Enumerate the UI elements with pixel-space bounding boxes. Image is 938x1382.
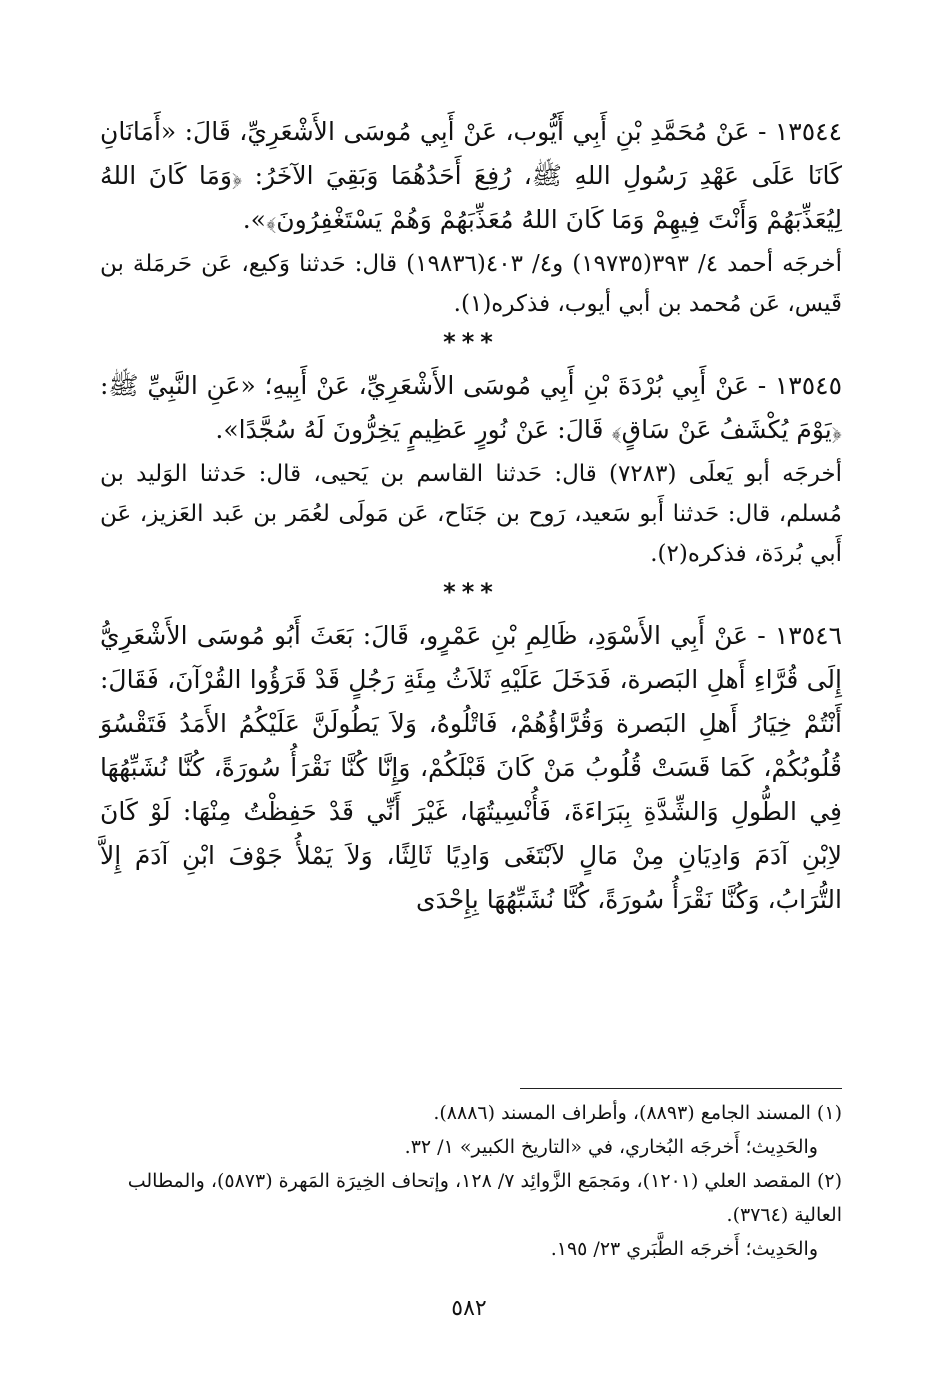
section-separator: *** xyxy=(443,328,499,356)
footnote-2: (٢) المقصد العلي (١٢٠١)، ومَجمَع الزَّوائِد ٧/ ١٢٨، وإتحاف الخِيرَة المَهرة (٥٨٧٣)، والمطالب العالية (٣٧٦٤). xyxy=(127,1170,842,1226)
section-separator: *** xyxy=(443,578,499,606)
page-number: ٥٨٢ xyxy=(451,1296,487,1321)
takhrij-text: أخرجَه أحمد ٤/ ٣٩٣(١٩٧٣٥) و٤/ ٤٠٣(١٩٨٣٦) قال: حَدثنا وَكيع، عَن حَرمَلة بن قَيس، عَن مُحمد بن أبي أيوب، فذكره(١). xyxy=(100,251,842,317)
takhrij-text: أخرجَه أبو يَعلَى (٧٢٨٣) قال: حَدثنا القاسم بن يَحيى، قال: حَدثنا الوَليد بن مُسلم، قال: حَدثنا أَبو سَعيد، رَوح بن جَنَاح، عَن مَولَى لعُمَر بن عَبد العَزيز، عَن أَبي بُردَة، فذكره(٢). xyxy=(100,461,843,567)
footnote-1-continuation: والحَدِيث؛ أَخرجَه البُخاري، في «التاريخ الكبير» ١/ ٣٢. xyxy=(404,1136,818,1158)
footnote-2-continuation: والحَدِيث؛ أَخرجَه الطَّبَري ٢٣/ ١٩٥. xyxy=(550,1238,818,1260)
footnote-divider xyxy=(520,1088,842,1089)
footnote-1: (١) المسند الجامع (٨٨٩٣)، وأطراف المسند (٨٨٨٦). xyxy=(433,1102,842,1124)
footnotes xyxy=(100,1096,842,1266)
hadith-text: ١٣٥٤٦ - عَنْ أَبِي الأَسْوَدِ، ظَالِمِ بْنِ عَمْرٍو، قَالَ: بَعَثَ أَبُو مُوسَى الأَشْعَرِيُّ إِلَى قُرَّاءِ أَهلِ البَصرة، فَدَخَلَ عَلَيْهِ ثَلاَثُ مِئَةِ رَجُلٍ قَدْ قَرَؤُوا القُرْآنَ، فَقَالَ: أَنْتُمْ خِيَارُ أَهلِ البَصرة وَقُرَّاؤُهُمْ، فَاتْلُوهُ، وَلاَ يَطُولَنَّ عَلَيْكُمُ الأَمَدُ فَتَقْسُوَ قُلُوبُكُمْ، كَمَا قَسَتْ قُلُوبُ مَنْ كَانَ قَبْلَكُمْ، وَإِنَّا كُنَّا نَقْرَأُ سُورَةً، كُنَّا نُشَبِّهُهَا فِي الطُّولِ وَالشِّدَّةِ بِبَرَاءَةَ، فَأُنْسِيتُهَا، غَيْرَ أَنِّي قَدْ حَفِظْتُ مِنْهَا: لَوْ كَانَ لاِبْنِ آدَمَ وَادِيَانِ مِنْ مَالٍ لاَبْتَغَى وَادِيًا ثَالِثًا، وَلاَ يَمْلأُ جَوْفَ ابْنِ آدَمَ إِلاَّ التُّرَابُ، وَكُنَّا نَقْرَأُ سُورَةً، كُنَّا نُشَبِّهُهَا بِإِحْدَى xyxy=(100,621,842,914)
hadith-text: ١٣٥٤٥ - عَنْ أَبِي بُرْدَةَ بْنِ أَبِي مُوسَى الأَشْعَرِيِّ، عَنْ أَبِيهِ؛ «عَنِ النَّبِيِّ ﷺ: ﴿يَوْمَ يُكْشَفُ عَنْ سَاقٍ﴾ قَالَ: عَنْ نُورٍ عَظِيمٍ يَخِرُّونَ لَهُ سُجَّدًا». xyxy=(100,371,842,444)
page-body xyxy=(100,110,842,922)
hadith-text: ١٣٥٤٤ - عَنْ مُحَمَّدِ بْنِ أَبِي أَيُّوب، عَنْ أَبِي مُوسَى الأَشْعَرِيِّ، قَالَ: «أَمَانَانِ كَانَا عَلَى عَهْدِ رَسُولِ اللهِ ﷺ، رُفِعَ أَحَدُهُمَا وَبَقِيَ الآخَرُ: ﴿وَمَا كَانَ اللهُ لِيُعَذِّبَهُمْ وَأَنْتَ فِيهِمْ وَمَا كَانَ اللهُ مُعَذِّبَهُمْ وَهُمْ يَسْتَغْفِرُونَ﴾». xyxy=(100,117,842,234)
